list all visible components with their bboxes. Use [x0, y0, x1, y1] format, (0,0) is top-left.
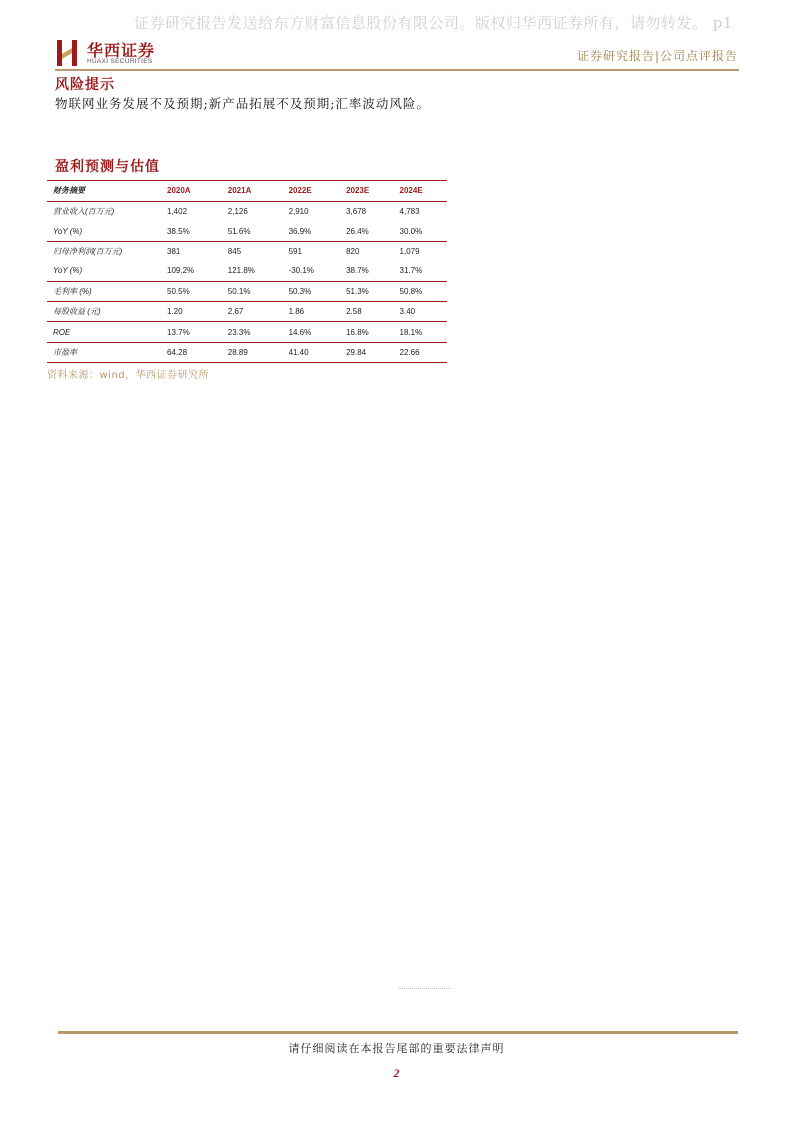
table-cell: 38.7% — [340, 261, 393, 281]
table-cell: 3,678 — [346, 207, 367, 217]
table-row-label: ROE — [47, 322, 161, 342]
table-cell: 121.8% — [222, 261, 283, 281]
table-cell: 2.58 — [340, 301, 393, 321]
huaxi-logo-icon — [55, 38, 81, 68]
table-cell: 381 — [167, 246, 181, 256]
table-row — [47, 241, 447, 261]
table-row — [47, 322, 447, 342]
table-cell: 41.40 — [283, 342, 341, 362]
table-cell: 28.89 — [222, 342, 283, 362]
table-cell: 1,402 — [167, 207, 188, 217]
table-cell: 51.6% — [222, 221, 283, 241]
page-number: 2 — [393, 1066, 400, 1080]
table-source-note: 资料来源：wind，华西证券研究所 — [47, 370, 210, 381]
table-cell: 29.84 — [340, 342, 393, 362]
table-cell: 14.6% — [283, 322, 341, 342]
table-cell: 50.8% — [394, 281, 447, 301]
table-cell: 38.5% — [161, 221, 222, 241]
risk-section-title: 风险提示 — [55, 77, 115, 93]
table-cell: 4,783 — [399, 207, 420, 217]
table-row — [47, 221, 447, 241]
table-cell: 1.86 — [283, 301, 341, 321]
header-divider — [55, 69, 739, 71]
table-cell: 820 — [346, 246, 360, 256]
footer-divider — [58, 1031, 738, 1034]
table-row — [47, 261, 447, 281]
logo-chinese-name: 华西证券 — [87, 41, 156, 60]
logo-english-name: HUAXI SECURITIES — [87, 58, 153, 65]
table-cell: 2,126 — [227, 207, 248, 217]
table-cell: 2.67 — [222, 301, 283, 321]
table-cell: 1,079 — [399, 246, 420, 256]
table-cell: 22.66 — [394, 342, 447, 362]
table-row-label: 每股收益 (元) — [47, 301, 161, 321]
table-cell: 845 — [227, 246, 242, 256]
table-cell: 23.3% — [222, 322, 283, 342]
table-cell: 50.1% — [222, 281, 283, 301]
table-cell: 64.28 — [161, 342, 222, 362]
table-row — [47, 202, 447, 222]
table-row — [47, 342, 447, 362]
table-row-label: YoY (%) — [47, 261, 161, 281]
table-header-cell: 2024E — [394, 181, 447, 202]
table-cell: 13.7% — [161, 322, 222, 342]
table-cell: 30.0% — [394, 221, 447, 241]
table-row-label: 归母净利润(百万元) — [53, 246, 123, 256]
forecast-section-title: 盈利预测与估值 — [55, 159, 160, 175]
table-cell: 18.1% — [394, 322, 447, 342]
huaxi-logo — [55, 38, 195, 68]
table-row-label: 毛利率 (%) — [47, 281, 161, 301]
forecast-table — [47, 180, 447, 363]
watermark-text: 证券研究报告发送给东方财富信息股份有限公司。版权归华西证券所有，请勿转发。 p1 — [134, 14, 733, 32]
table-cell: 50.5% — [161, 281, 222, 301]
table-header-cell: 2022E — [283, 181, 341, 202]
table-row-label: 营业收入(百万元) — [53, 207, 115, 217]
table-header-cell: 2021A — [222, 181, 283, 202]
table-row-label: YoY (%) — [47, 221, 161, 241]
table-cell: 36.9% — [283, 221, 341, 241]
table-cell: 109.2% — [161, 261, 222, 281]
table-cell: 16.8% — [340, 322, 393, 342]
table-cell: -30.1% — [283, 261, 341, 281]
table-row — [47, 301, 447, 321]
table-cell: 31.7% — [394, 261, 447, 281]
table-cell: 3.40 — [394, 301, 447, 321]
report-type-label: 证券研究报告|公司点评报告 — [576, 49, 738, 63]
table-row — [47, 281, 447, 301]
table-header-cell: 2023E — [340, 181, 393, 202]
legal-disclaimer: 请仔细阅读在本报告尾部的重要法律声明 — [288, 1042, 505, 1055]
table-cell: 1.20 — [161, 301, 222, 321]
table-cell: 51.3% — [340, 281, 393, 301]
table-header-cell: 财务摘要 — [47, 181, 161, 202]
table-cell: 26.4% — [340, 221, 393, 241]
table-cell: 591 — [288, 246, 302, 256]
risk-text: 物联网业务发展不及预期;新产品拓展不及预期;汇率波动风险。 — [55, 96, 430, 111]
table-header-cell: 2020A — [161, 181, 222, 202]
table-header-row — [47, 181, 447, 202]
page-mark-line — [399, 988, 451, 990]
table-cell: 2,910 — [288, 207, 309, 217]
table-row-label: 市盈率 — [47, 342, 161, 362]
table-cell: 50.3% — [283, 281, 341, 301]
